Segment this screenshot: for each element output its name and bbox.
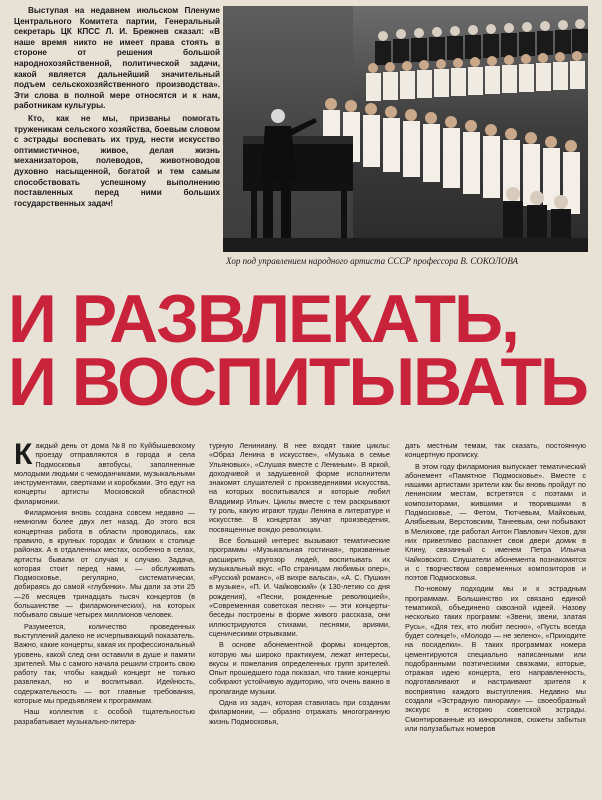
article-column-1 [14, 441, 195, 796]
column-2-paragraph-4: Одна из задач, которая ставилась при создании филармонии, — образно отражать многогранную жизнь Подмосковья, [209, 698, 390, 726]
lead-paragraph-1: Выступая на недавнем июльском Пленуме Центрального Комитета партии, Генеральный секретарь ЦК КПСС Л. И. Брежнев сказал: «В наше время никто не имеет права стоять в стороне от решения большой народнохозяйственной, политической задачи, какой является дальнейший значительный подъем сельскохозяйственного производства». Эти слова в полной мере относятся и к нам, работникам культуры. [14, 6, 220, 111]
article-column-2 [209, 441, 390, 796]
column-1-paragraph-1-text: аждый день от дома №8 по Куйбышевскому проезду отправляются в города и села Подмосковья автобусы, заполненные молодыми людьми с чемоданчиками, музыкальными инструментами, свертками и коробками. Это едут на концерты артисты Московской областной филармонии. [14, 441, 195, 506]
column-3-paragraph-3: По-новому подходим мы и к эстрадным программам. Большинство их связано единой тематикой, объединено сквозной идеей. Назову несколько таких программ: «Звени, звени, златая Русь», «Для тех, кто любит песню», «Пусть всегда будет солнце!», «Молодо — не зелено», «Приходите на посиделки». В таких программах номера цементируются специально написанными или подобранными поэтическими связками, которые, отражая идею концерта, его направленность, подготавливают и настраивают зрителя к восприятию каждого выступления. Недавно мы создали «Эстрадную панораму» — своеобразный экскурс в историю советской эстрады. Смонтированные из кинороликов, сюжеты забытых или полузабытых номеров [405, 584, 586, 733]
column-1-paragraph-1 [14, 441, 195, 506]
lead-paragraph-block [14, 6, 220, 211]
headline-line-2: И ВОСПИТЫВАТЬ [8, 344, 587, 420]
article-headline [8, 281, 596, 420]
column-1-paragraph-3: Разумеется, количество проведенных выступлений далеко не исчерпывающий показатель. Важно, какие концерты, какая их профессиональный уровень, какой след они оставили в душе и памяти зрителей. Мы с самого начала решили строить свою работу так, чтобы каждый концерт не только развлекал, но и воспитывал. Идейность, содержательность — вот главные требования, которые мы предъявляем к программам. [14, 621, 195, 706]
column-3-paragraph-2: В этом году филармония выпускает тематический абонемент «Памятное Подмосковье». Вместе с нашими артистами зрители как бы вновь пройдут по ленинским местам, встретятся с поэтами и композиторами, жившими и творившими в Подмосковье, — Фетом, Тютчевым, Майковым, Алябьевым, Верстовским, Танеевым, они побывают в Мелихове, где работал Антон Павлович Чехов, для них приветливо распахнет свои двери домик в Клину, связанный с именем Петра Ильича Чайковского. Слушатели абонемента познакомятся и с творчеством современных композиторов и поэтов Подмосковья. [405, 461, 586, 583]
column-1-paragraph-2: Филармония вновь создана совсем недавно — немногим более двух лет назад. До этого вся концертная работа в области проводилась, как правило, в крупных городах и близких к столице районах. А в отдаленных местах, особенно в селах, артисты бывали от случая к случаю. Задача, которая стоит перед нами, — обслуживать Подмосковье, регулярно, систематически, добираясь до самой «глубинки». Мы дали за эти 25—26 месяцев тринадцать тысяч концертов (в большинстве — филармонических), на которых побывало свыше четырех миллионов человек. [14, 508, 195, 620]
headline-line-1: И РАЗВЛЕКАТЬ, [8, 281, 518, 357]
column-2-paragraph-1: турную Лениниану. В нее входят такие циклы: «Образ Ленина в искусстве», «Музыка в семье Ульяновых», «Слушая вместе с Лениным». В яркой, доходчивой и задушевной форме исполнители знакомят слушателей с произведениями искусства, на которых воспитывался и которые любил Владимир Ильич. Циклы вместе с тем раскрывают ту роль, какую играют труды Ленина в литературе и искусстве. В концертах звучат произведения, посвященные вождю революции. [209, 441, 390, 534]
column-3-paragraph-1: дать местным темам, так сказать, постоянную концертную прописку. [405, 441, 586, 460]
choir-photo [223, 6, 588, 252]
column-2-paragraph-2: Все больший интерес вызывают тематические программы «Музыкальная гостиная», призванные расширить кругозор людей, воспитывать их музыкальный вкус. «По страницам любимых опер», «Русский романс», «В вихре вальса», «А. С. Пушкин в музыке», «П. И. Чайковский» (к 130-летию со дня рождения), «Песни, рожденные революцией», «Современная советская песня» — эти концерты-беседы построены в форме живого рассказа, они иллюстрируются стихами, песнями, ариями, сценическими отрывками. [209, 535, 390, 638]
column-1-paragraph-4: Наш коллектив с особой тщательностью разрабатывает музыкально-литера- [14, 707, 195, 726]
article-column-3 [405, 441, 586, 796]
photo-caption: Хор под управлением народного артиста СССР профессора В. СОКОЛОВА [226, 256, 518, 266]
column-2-paragraph-3: В основе абонементной формы концертов, которую мы широко практикуем, лежат интересы, вкусы и пожелания определенных групп зрителей. Опыт прошедшего года показал, что такие концерты собирают устойчивую аудиторию, что очень важно в пропаганде музыки. [209, 640, 390, 696]
lead-paragraph-2: Кто, как не мы, призваны помогать труженикам сельского хозяйства, боевым словом с эстрады воспевать их труд, нести искусство оптимистичное, живое, делая жизнь механизаторов, полеводов, животноводов духовно насыщенной, богатой и тем самым способствовать успешному выполнению поставленных перед ними больших государственных задач! [14, 113, 220, 208]
choir-photo-illustration [223, 6, 588, 252]
drop-cap: К [14, 441, 33, 471]
